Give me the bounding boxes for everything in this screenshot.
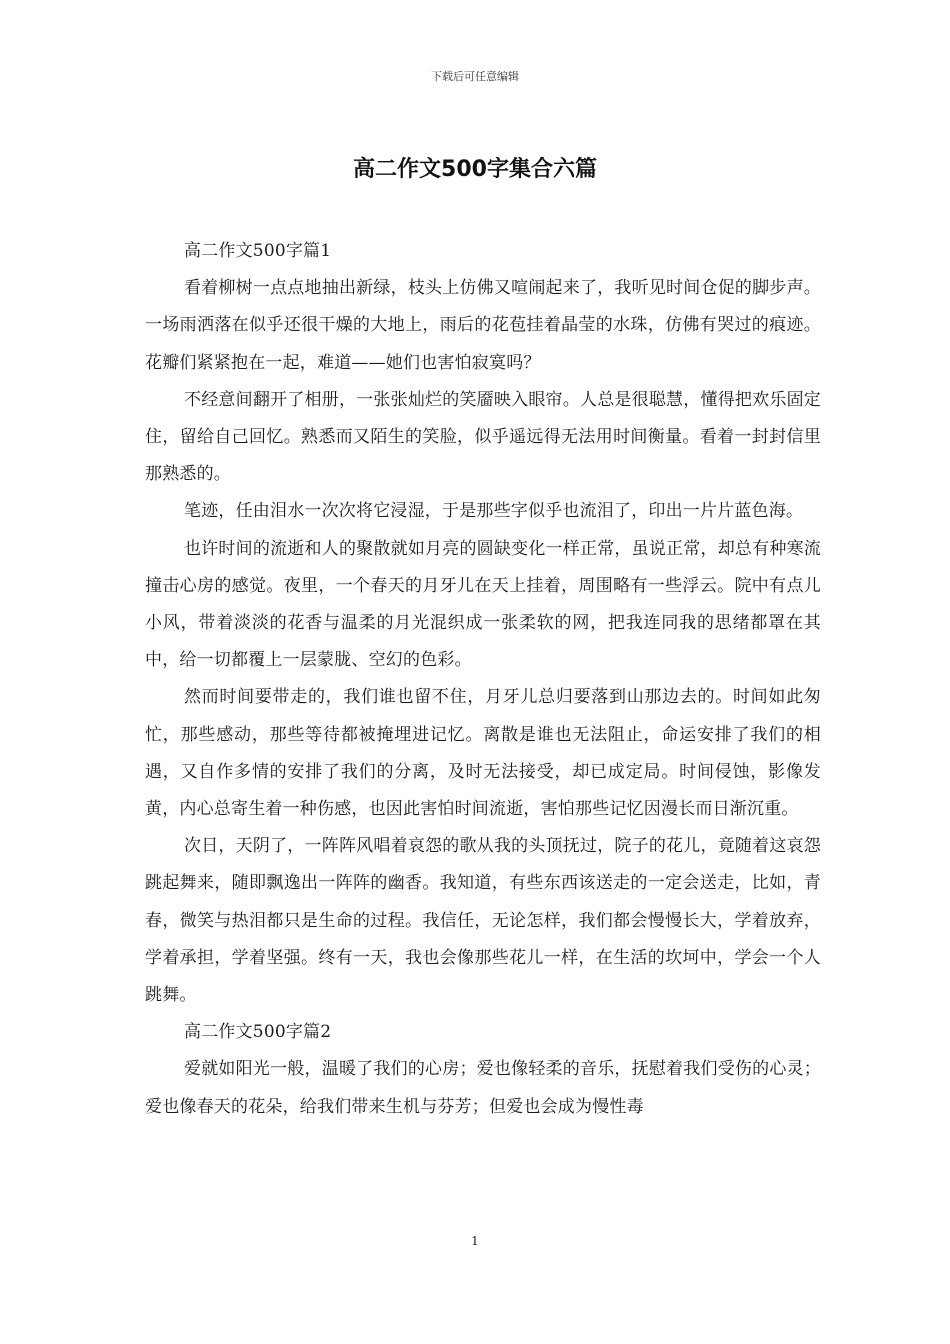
body-paragraph: 然而时间要带走的，我们谁也留不住，月牙儿总归要落到山那边去的。时间如此匆忙，那些感动，那些等待都被掩埋进记忆。离散是谁也无法阻止，命运安排了我们的相遇，又自作多情的安排了我们的分离，及时无法接受，却已成定局。时间侵蚀，影像发黄，内心总寄生着一种伤感，也因此害怕时间流逝，害怕那些记忆因漫长而日渐沉重。	[145, 687, 821, 820]
body-paragraph: 看着柳树一点点地抽出新绿，枝头上仿佛又喧闹起来了，我听见时间仓促的脚步声。一场雨洒落在似乎还很干燥的大地上，雨后的花苞挂着晶莹的水珠，仿佛有哭过的痕迹。花瓣们紧紧抱在一起，难道——她们也害怕寂寞吗？	[145, 278, 821, 373]
section-heading-1: 高二作文500字篇1	[184, 241, 332, 261]
body-paragraph: 笔迹，任由泪水一次次将它浸湿，于是那些字似乎也流泪了，印出一片片蓝色海。	[184, 501, 804, 522]
page-number: 1	[471, 1234, 479, 1248]
header-note: 下载后可任意编辑	[431, 70, 519, 83]
body-paragraph: 爱就如阳光一般，温暖了我们的心房；爱也像轻柔的音乐，抚慰着我们受伤的心灵；爱也像春天的花朵，给我们带来生机与芬芳；但爱也会成为慢性毒	[145, 1059, 821, 1117]
body-paragraph: 也许时间的流逝和人的聚散就如月亮的圆缺变化一样正常，虽说正常，却总有种寒流撞击心房的感觉。夜里，一个春天的月牙儿在天上挂着，周围略有一些浮云。院中有点儿小风，带着淡淡的花香与温柔的月光混织成一张柔软的网，把我连同我的思绪都罩在其中，给一切都覆上一层蒙胧、空幻的色彩。	[145, 538, 821, 671]
section-heading-2: 高二作文500字篇2	[184, 1022, 332, 1043]
document-title: 高二作文500字集合六篇	[353, 157, 597, 182]
document-body	[145, 233, 821, 1126]
body-paragraph: 次日，天阴了，一阵阵风唱着哀怨的歌从我的头顶抚过，院子的花儿，竟随着这哀怨跳起舞来，随即飘逸出一阵阵的幽香。我知道，有些东西该送走的一定会送走，比如，青春，微笑与热泪都只是生命的过程。我信任，无论怎样，我们都会慢慢长大，学着放弃，学着承担，学着坚强。终有一天，我也会像那些花儿一样，在生活的坎坷中，学会一个人跳舞。	[145, 836, 821, 1006]
body-paragraph: 不经意间翻开了相册，一张张灿烂的笑靥映入眼帘。人总是很聪慧，懂得把欢乐固定住，留给自己回忆。熟悉而又陌生的笑脸，似乎遥远得无法用时间衡量。看着一封封信里那熟悉的。	[145, 389, 821, 485]
